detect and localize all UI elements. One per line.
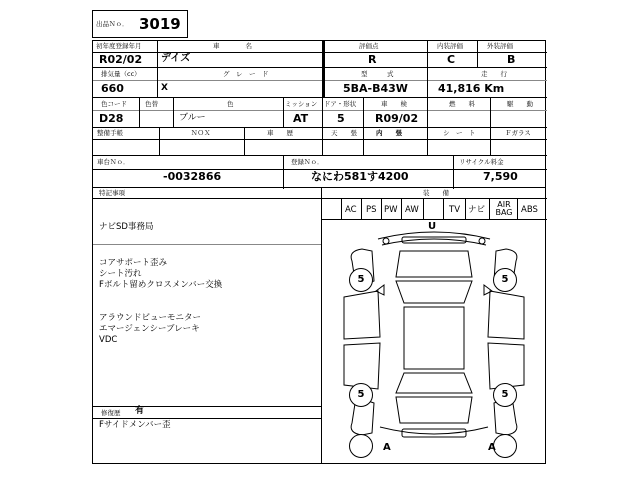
info-grid [92, 40, 546, 188]
transmission-value: AT [293, 112, 309, 125]
score-label: 評価点 [359, 42, 379, 50]
car-name-value: デイズ [161, 53, 191, 64]
remark-line: シート汚れ [99, 269, 142, 279]
car-name-label: 車 名 [213, 42, 252, 50]
bottom-right-circle [493, 434, 517, 458]
fglass-label: Ｆガラス [505, 129, 531, 137]
equipment-row [321, 198, 547, 220]
remark-line: Fボルト留めクロスメンバー交換 [99, 280, 223, 290]
interior-label: 内 張 [376, 129, 402, 137]
seat-label: シ ー ト [443, 129, 476, 137]
exterior-score-label: 外装評価 [487, 42, 513, 50]
first-reg-value: R02/02 [99, 53, 143, 66]
score-value: R [368, 53, 377, 66]
equip-ps: PS [366, 205, 377, 215]
remarks-label: 特記事項 [99, 189, 125, 197]
interior-score-value: C [447, 53, 456, 66]
equip-airbag: AIR BAG [495, 200, 513, 217]
remark-line: ナビSD事務局 [99, 222, 154, 232]
nox-label: ＮＯＸ [191, 129, 211, 137]
mark-tire-rr: 5 [493, 383, 517, 407]
remark-line: エマージェンシーブレーキ [99, 324, 200, 334]
inspection-label: 車 検 [381, 100, 407, 108]
mark-bottom-right: A [488, 442, 496, 453]
remark-line: アラウンドビューモニター [99, 313, 202, 323]
recycle-label: リサイクル料金 [459, 158, 504, 166]
car-damage-diagram [322, 221, 547, 464]
manual-label: 整備手帳 [97, 129, 123, 137]
bottom-left-circle [349, 434, 373, 458]
mark-bottom-left: A [383, 442, 391, 453]
plate-value: なにわ581す4200 [311, 170, 409, 183]
chassis-label: 車台Ｎｏ． [97, 158, 130, 166]
equip-ac: AC [345, 205, 357, 215]
fuel-label: 燃 料 [449, 100, 475, 108]
doors-value: 5 [337, 112, 345, 125]
repair-note: Fサイドメンバー歪 [99, 420, 171, 430]
repair-value: 有 [135, 406, 145, 416]
interior-score-label: 内装評価 [437, 42, 463, 50]
equip-abs: ABS [521, 205, 538, 215]
repair-label: 修復歴 [101, 409, 121, 417]
color-label: 色 [227, 100, 234, 108]
equip-navi: ナビ [468, 205, 486, 215]
model-label: 型 式 [361, 70, 394, 78]
model-value: 5BA-B43W [343, 82, 408, 95]
equipment-label: 装 備 [423, 189, 449, 197]
lower-section [92, 188, 546, 464]
mileage-label: 走 行 [481, 70, 507, 78]
mark-tire-fr: 5 [493, 268, 517, 292]
mark-top: U [428, 221, 437, 232]
first-reg-label: 初年度登録年月 [96, 42, 142, 50]
displacement-label: 排気量（cc） [101, 70, 141, 78]
lot-number: 3019 [139, 15, 181, 33]
color-change-label: 色替 [145, 100, 158, 108]
plate-label: 登録Ｎｏ． [291, 158, 324, 166]
inspection-value: R09/02 [375, 112, 419, 125]
mark-tire-rl: 5 [349, 383, 373, 407]
lot-label: 出品Ｎｏ． [96, 20, 129, 28]
displacement-value: 660 [101, 82, 124, 95]
color-code-value: D28 [99, 112, 124, 125]
history-label: 車 歴 [267, 129, 293, 137]
grade-label: グ レ ー ド [223, 70, 269, 78]
mark-tire-fl: 5 [349, 268, 373, 292]
remark-line: コアサポート歪み [99, 258, 168, 268]
lot-box [92, 10, 188, 38]
transmission-label: ミッション [285, 100, 318, 108]
doors-label: ドア・形状 [324, 100, 357, 108]
color-value: ブルー [179, 113, 206, 123]
exterior-score-value: B [507, 53, 516, 66]
grade-value: X [161, 83, 168, 93]
drive-label: 駆 動 [507, 100, 533, 108]
equip-aw: AW [405, 205, 419, 215]
equip-pw: PW [384, 205, 398, 215]
equip-tv: TV [449, 205, 461, 215]
sunroof-label: 天 張 [331, 129, 357, 137]
recycle-value: 7,590 [483, 170, 518, 183]
chassis-value: -0032866 [163, 170, 222, 183]
mileage-value: 41,816 Km [438, 82, 505, 95]
remark-line: VDC [99, 335, 118, 345]
color-code-label: 色コード [101, 100, 127, 108]
